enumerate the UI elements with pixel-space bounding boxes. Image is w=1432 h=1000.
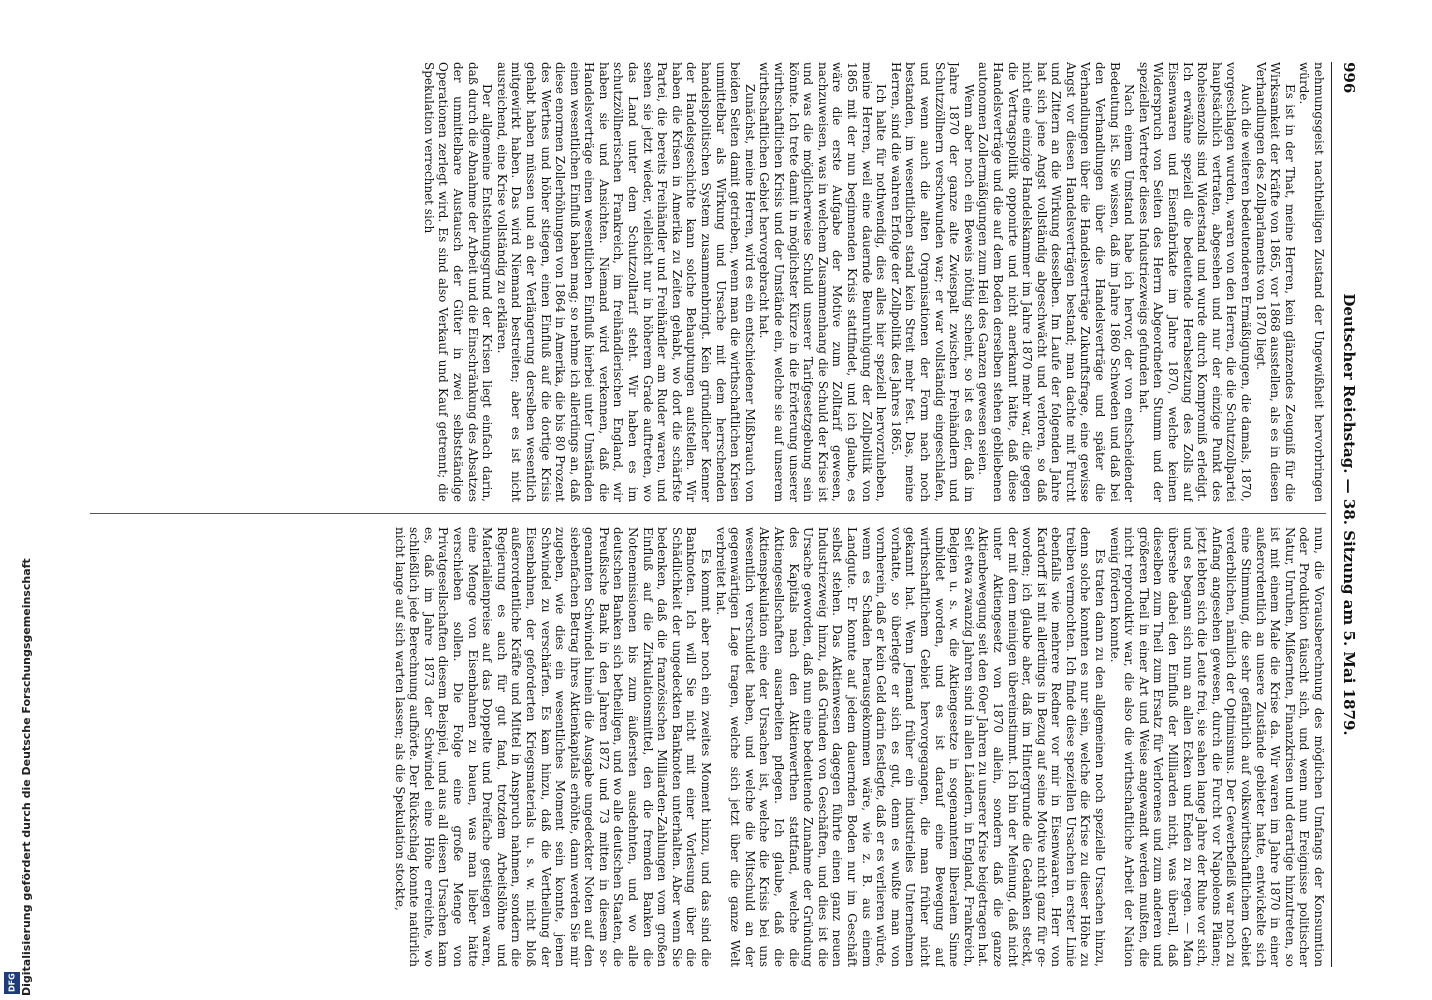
paragraph: Zunächst, meine Herren, wird es ein entschiedener Mißbrauch von beiden Seiten damit getrieben, wenn man die wirthschaftlichen Krisen unmittelbar als Wirkung und Ursache mit dem herrschenden handelspolitischen System zusammenbringt. Kein gründlicher Kenner der Handelsgeschichte kann solche Behauptungen aufstellen. Wir haben die Krisen in Amerika zu Zeiten gehabt, wo dort die schärfste Partei, die bereits Freihändler und Freihändler am Ruder waren, und sehen sie jetzt wieder, vielleicht nur in höherem Grade auftreten, wo das Land unter dem Schutzzolltarif steht. Wir haben es im schutzzöllnerischen Frankreich, im freihändlerischen England, wir haben sie und Ansichten. Niemand wird verkennen, daß die Handelsverträge einen wesentlichen Einfluß hierbei unter Umständen einen wesentlichen Einfluß haben mag; so nehme ich allerdings an, daß diese enormen Zollerhöhungen von 1864 in Amerika, die bis 80 Prozent des Werthes und höher stiegen, einen Einfluß auf die dortige Krisis gehabt haben müssen und an der Verlängerung derselben wesentlich mitgewirkt haben. Das wird Niemand bestreiten; aber es ist nicht ausreichend, eine Krise vollständig zu erklären.	[494, 62, 757, 502]
right-column	[90, 527, 1326, 967]
page-header	[1334, 62, 1358, 967]
rotated-page	[82, 62, 1358, 967]
column-divider	[90, 513, 1326, 514]
paragraph: nun, die Vorausberechnung des möglichen Umfangs der Konsumtion oder Produktion täuscht sich, und wenn nun Ereignisse politischer Natur, Unruhen, Mißernten, Finanzkrisen und derartige hinzutreten, so ist mit einem Male die Krise da. Wir waren im Jahre 1870 in einer außerordentlich an unsere Zustände gebieter hatte, entwickelte sich eine Stimmung, die sehr gefährlich auf volkswirthschaftlichem Gebiet verderblichen, nämlich der Optimismus. Der Gewerbefleiß war noch zu Anfang angesehen gewesen, durch die Furcht vor Napoleons Plänen; jetzt lebten sich die Leute frei, sie sahen lange Jahre der Ruhe vor sich, und es begann sich nun an allen Ecken und Enden zu regen. — Man übersehe dabei den Einfluß der Milliarden nicht, was überall, daß dieselben zum Theil zum Ersatz für Verlorenes und zum anderen und größeren Theil in einer Art und Weise angewandt werden mußten, die nicht reproduktiv war, die also die wirthschaftliche Arbeit der Nation wenig fördern konnte.	[1107, 527, 1326, 967]
paragraph: Wenn aber noch ein Beweis nöthig scheint, so ist es der, daß im Jahre 1870 der ganze alte Zwiespalt zwischen Freihändlern und Schutzzöllnern verschwunden war; er war vollständig eingeschlafen, und wenn auch die alten Organisationen der Form nach noch bestanden, im wesentlichen stand kein Streit mehr fest. Das, meine Herren, sind die wahren Erfolge der Zollpolitik des Jahres 1865.	[888, 62, 976, 502]
paragraph: Der allgemeine Entstehungsgrund der Krisen liegt einfach darin, daß durch die Abnahme der Arbeit und die Einschränkung des Absatzes der unmittelbare Austausch der Güter in zwei selbstständige Operationen zerlegt wird. Es sind also Verkauf und Kauf getrennt; die Spekulation verrechnet sich	[421, 62, 495, 502]
header-rule	[1331, 62, 1332, 967]
paragraph: nehmungsgeist nachtheiligen Zustand der Ungewißheit hervorbringen würde.	[1297, 62, 1326, 502]
paragraph: Es kommt aber noch ein zweites Moment hinzu, und das sind die Banknoten. Ich will Sie nicht mit einer Vorlesung über die Schädlichkeit der ungedeckten Banknoten unterhalten. Aber wenn Sie bedenken, daß die französischen Milliarden-Zahlungen vom großen Einfluß auf die Zirkulationsmittel, den die fremden Banken die Notenemissionen bis zum äußersten ausdehnten, und wo alle deutschen Banken sich betheiligen, und wo alle deutschen Staaten, die Preußische Bank in den Jahren 1872 und 73 mitten in diesem sogenannten Schwindel hinein die Ausgabe ungedeckter Noten auf den siebenfachen Betrag ihres Aktienkapitals erhöhte, dann werden Sie mir zugeben, wie dies ein wesentliches Moment sein konnte, jenen Schwindel zu verschärfen. Es kam hinzu, daß die Vertheilung der Eisenbahnen, der geforderten Kriegsmaterials u. s. w. nicht bloß außerordentliche Kräfte und Mittel in Anspruch nahmen, sondern die Regierung es auch für gut fand, trotzdem Arbeitslöhne und Materialienpreise auf das Doppelte und Dreifache gestiegen waren, eine Menge von Eisenbahnen zu bauen, was man lieber hätte verschieben sollen. Die Folge eine große Menge von Privatgesellschaften diesem Beispiel, und aus all diesen Ursachen kam es, daß im Jahre 1873 der Schwindel eine Höhe erreichte, wo schließlich jede Berechnung aufhörte. Der Rückschlag konnte natürlich nicht lange auf sich warten lassen; als die Spekulation stockte,	[392, 527, 714, 967]
page-number: 996	[1340, 62, 1358, 94]
paragraph: Es ist in der That, meine Herren, kein glänzendes Zeugniß für die Wirksamkeit der Kräfte von 1865, vor 1868 ausstellen, als es in diesen Verhandlungen des Zollparlaments von 1870 liegt.	[1253, 62, 1297, 502]
left-column	[90, 62, 1326, 502]
paragraph: Ich halte für nothwendig, dies alles hier speziell hervorzuheben, meine Herren, weil eine dauernde Beunruhigung der Zollpolitik von 1865 mit der nun beginnenden Krisis stattfindet, und ich glaube, es wäre die erste Aufgabe der Motive zum Zolltarif gewesen, nachzuweisen, was in welchem Zusammenhang die Schuld der Krise ist und was die möglicherweise Schuld unserer Tarifgesetzgebung sein könnte. Ich trete damit in möglichster Kürze in die Erörterung unserer wirthschaftlichen Krisis und der Umstände ein, welche sie auf unserem wirthschaftlichen Gebiet hervorgebracht hat.	[757, 62, 889, 502]
dfg-logo-icon: DFG	[4, 972, 20, 994]
page-title: Deutscher Reichstag. — 38. Sitzung am 5. Mai 1879.	[1340, 293, 1358, 736]
paragraph: Nach einem Umstand habe ich hervor, der von entscheidender Bedeutung ist. Sie wissen, daß im Jahre 1860 Schweden und daß bei den Verhandlungen über die Handelsverträge und später die Verhandlungen über die Handelsverträge Zukunftsfrage, eine gewisse Angst vor diesen Handelsverträgen bestand; man dachte mit Furcht und Zittern an die Wirkung desselben. Im Laufe der folgenden Jahre hat sich jene Angst vollständig abgeschwächt und verloren, so daß nicht eine einzige Handelskammer im Jahre 1870 mehr war, die gegen die Vertragspolitik opponirte und nicht anerkannt hätte, daß diese Handelsverträge und die auf dem Boden derselben stehen gebliebenen autonomen Zollermäßigungen zum Heil des Ganzen gewesen seien.	[976, 62, 1137, 502]
credit-text: Digitalisierung gefördert durch die Deutsche Forschungsgemeinschaft	[20, 558, 33, 996]
paragraph: Auch die weiteren bedeutenderen Ermäßigungen, die damals, 1870, vorgeschlagen wurden, waren von den Herren, die die Schutzzollpartei hauptsächlich vertraten, abgesehen und nur der einzige Punkt des Roheisenzolls sind Widerstand und wurde durch Kompromiß erledigt. Ich erwähne speziell die bedeutende Herabsetzung des Zolls auf Eisenwaaren und Eisenfabrikate im Jahre 1870, welche keinen Widerspruch von Seiten des Herrn Abgeordneten Stumm und der speziellen Vertreter dieses Industriezweigs gefunden hat.	[1136, 62, 1254, 502]
digitization-credit	[0, 0, 33, 1000]
paragraph: Es traten dann zu den allgemeinen noch spezielle Ursachen hinzu, denn solche konnten es nur sein, welche die Krise zu dieser Höhe zu treiben vermochten. Ich finde diese speziellen Ursachen in erster Linie ebenfalls wie mehrere Redner vor mir in Eisenwaaren. Herr von Kardorff ist mit allerdings in Bezug auf seine Motive nicht ganz für geworden; ich glaube aber, daß im Hintergrunde die Gedanken steckt, der mit dem meinigen übereinstimmt. Ich bin der Meinung, daß nicht unter Aktiengesetz von 1870 allein, sondern daß die ganze Aktienbewegung seit den 60er Jahren zu unserer Krise beigetragen hat. Seit etwa zwanzig Jahren sind in allen Ländern, in England, Frankreich, Belgien u. s. w. die Aktiengesetze in sogenanntem liberalem Sinne umbildet worden, und es ist darauf eine Bewegung auf wirthschaftlichem Gebiet hervorgegangen, die man früher nicht gekannt hat. Wenn Jemand früher ein industrielles Unternehmen vorhatte, so überlegte er sich es gut, denn es wußte man von vornherein, daß er kein Geld darin festlegte, daß er es verlieren würde, wenn es Schaden herausgekommen wäre, wie z. B. aus einem Landgute. Er konnte auf jedem dauernden Boden nur im Geschäft selbst stehen. Das Aktienwesen dagegen führte einen ganz neuen Industriezweig hinzu, daß Gründen von Geschäften, und dies ist die Ursache geworden, daß nun eine bedeutende Zunahme der Gründung des Kapitals nach den Aktienwerthen stattfand, welche die Aktiengesellschaften ausarbeiten pflegen. Ich glaube, daß die Aktienspekulation eine der Ursachen ist, welche die Krisis bei uns wesentlich verschuldet haben, und welche die Mitschuld an der gegenwärtigen Lage tragen, welche sich jetzt über die ganze Welt verbreitet hat.	[713, 527, 1108, 967]
